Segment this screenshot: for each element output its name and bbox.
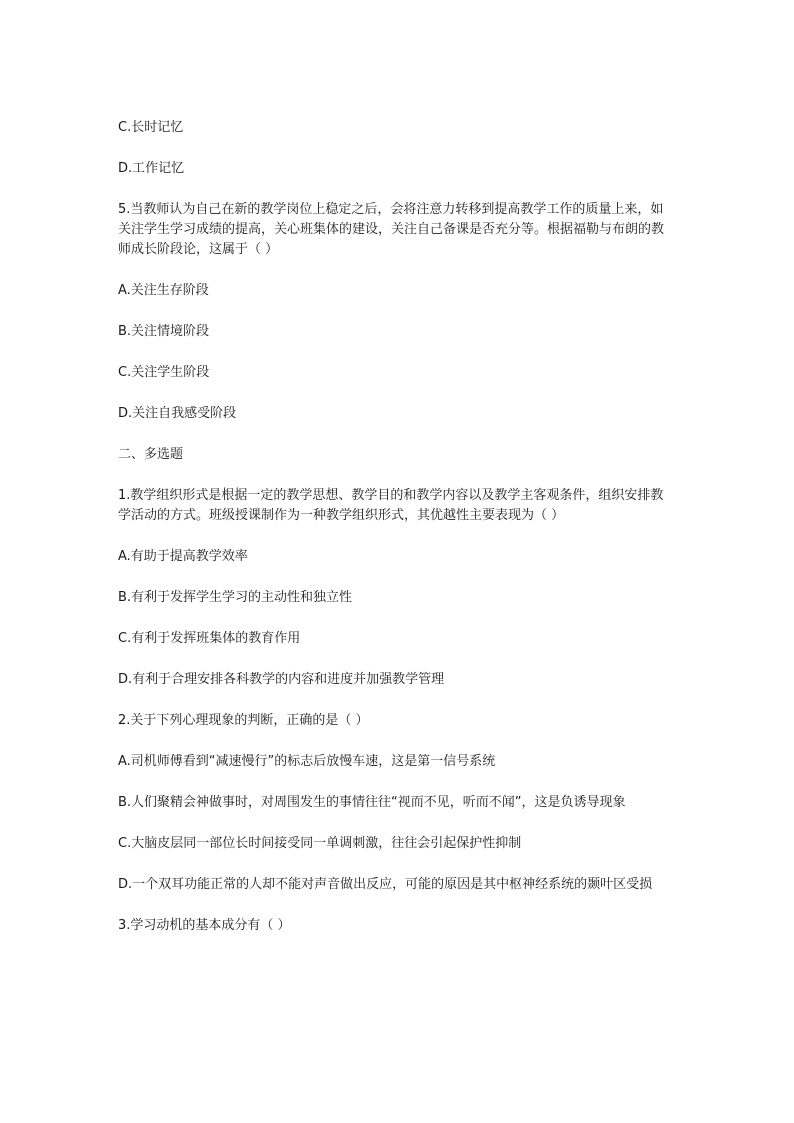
multi-question-3: 3.学习动机的基本成分有（ ）: [118, 918, 291, 933]
multi-option-2b: B.人们聚精会神做事时，对周围发生的事情往往“视而不见，听而不闻”，这是负诱导现象: [118, 795, 626, 810]
document-content: [118, 118, 674, 957]
option-c-student-stage: C.关注学生阶段: [118, 365, 210, 380]
multi-option-1c: C.有利于发挥班集体的教育作用: [118, 631, 301, 646]
option-d-working-memory: D.工作记忆: [118, 161, 185, 176]
question-5: 5.当教师认为自己在新的教学岗位上稳定之后，会将注意力转移到提高教学工作的质量上来，如关注学生学习成绩的提高，关心班集体的建设，关注自己备课是否充分等。根据福勒与布朗的教师成长阶段论，这属于（ ）: [118, 202, 665, 257]
multi-option-2d: D.一个双耳功能正常的人却不能对声音做出反应，可能的原因是其中枢神经系统的颞叶区受损: [118, 877, 653, 892]
option-d-self-feeling-stage: D.关注自我感受阶段: [118, 406, 237, 421]
option-c-long-term-memory: C.长时记忆: [118, 120, 184, 135]
multi-question-2: 2.关于下列心理现象的判断，正确的是（ ）: [118, 713, 369, 728]
option-b-situation-stage: B.关注情境阶段: [118, 324, 210, 339]
multi-option-1a: A.有助于提高教学效率: [118, 549, 248, 564]
multi-option-2c: C.大脑皮层同一部位长时间接受同一单调刺激，往往会引起保护性抑制: [118, 836, 522, 851]
multi-option-1d: D.有利于合理安排各科教学的内容和进度并加强教学管理: [118, 672, 445, 687]
multi-question-1: 1.教学组织形式是根据一定的教学思想、教学目的和教学内容以及教学主客观条件，组织安排教学活动的方式。班级授课制作为一种教学组织形式，其优越性主要表现为（ ）: [118, 488, 664, 523]
option-a-survival-stage: A.关注生存阶段: [118, 283, 209, 298]
multi-option-2a: A.司机师傅看到“减速慢行”的标志后放慢车速，这是第一信号系统: [118, 754, 496, 769]
multi-option-1b: B.有利于发挥学生学习的主动性和独立性: [118, 590, 353, 605]
section-heading-multiple-choice: 二、多选题: [118, 447, 184, 462]
